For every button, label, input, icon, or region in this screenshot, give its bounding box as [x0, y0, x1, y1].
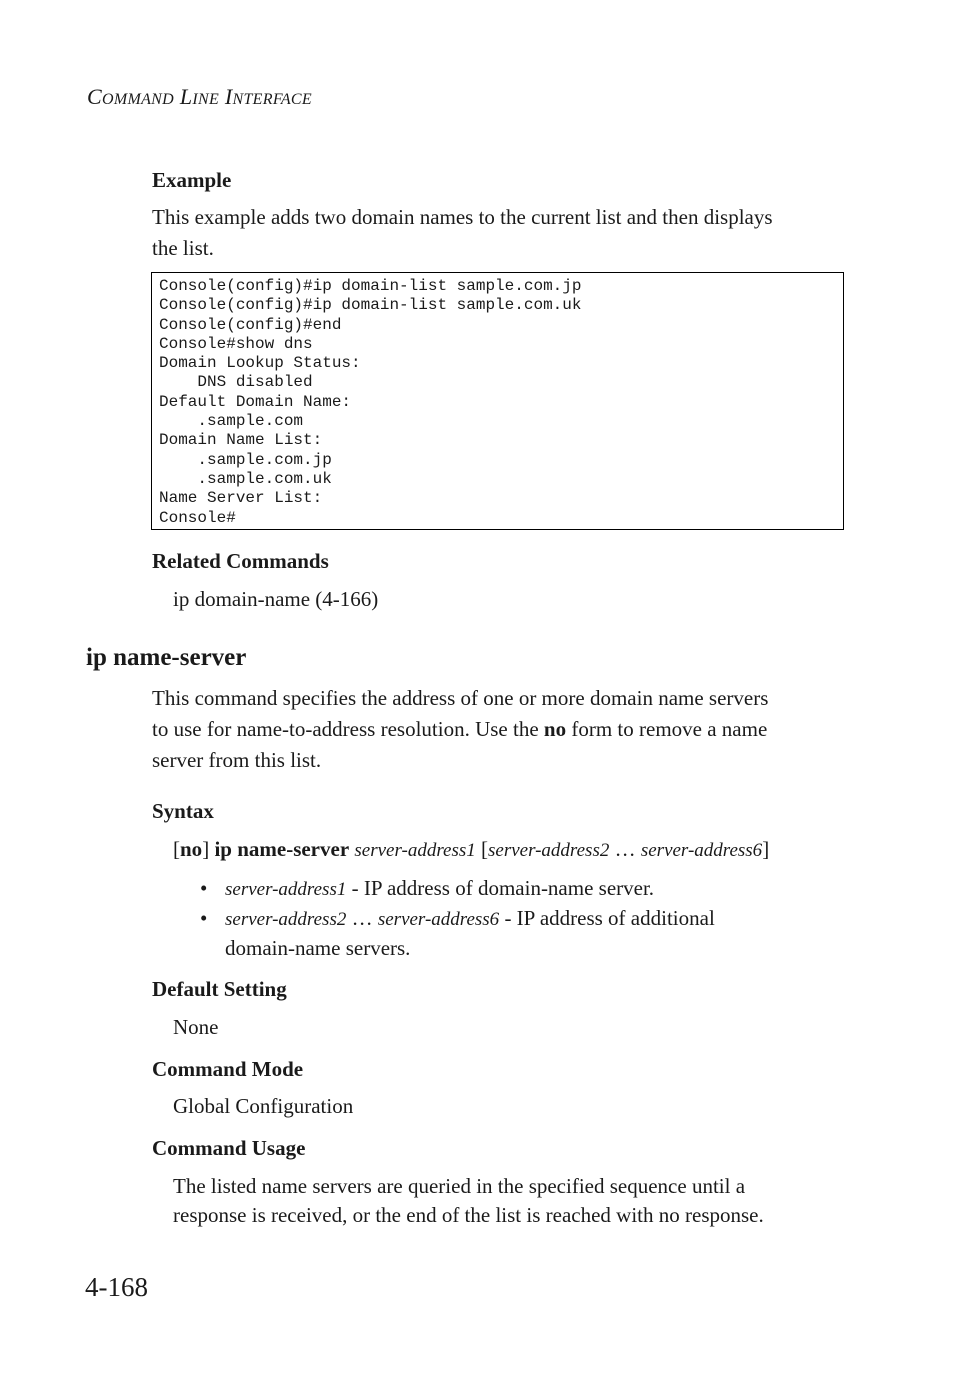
- page-number: 4-168: [85, 1272, 148, 1302]
- syntax-parameter-list: [200, 874, 820, 963]
- code-example: [151, 272, 844, 530]
- related-commands-heading: Related Commands: [152, 549, 329, 573]
- command-description: This command specifies the address of one or more domain name servers to use for name-to-address resolution. Use the no form to remove a name server from this list.: [152, 686, 769, 772]
- related-command-item: ip domain-name (4-166): [173, 587, 379, 611]
- list-item: • server-address1 - IP address of domain-name server.: [200, 874, 820, 904]
- command-usage-heading: Command Usage: [152, 1136, 306, 1160]
- code-text: Console(config)#ip domain-list sample.com.jp Console(config)#ip domain-list sample.com.uk Console(config)#end Console#show dns Domain Lookup Status: DNS disabled Default Domain Name: .sample.com Domain Name List: .sample.com.jp .sample.com.uk Name Server List: Console#: [159, 277, 582, 527]
- default-setting-value: None: [173, 1015, 219, 1039]
- command-mode-heading: Command Mode: [152, 1057, 304, 1081]
- running-header: COMMAND LINE INTERFACE: [87, 84, 312, 109]
- command-usage-text: The listed name servers are queried in the specified sequence until a response is received, or the end of the list is reached with no response.: [173, 1174, 764, 1227]
- list-item: • server-address2 … server-address6 - IP address of additional domain-name servers.: [200, 906, 715, 960]
- command-title: ip name-server: [86, 644, 247, 671]
- example-intro: This example adds two domain names to the current list and then displays the list.: [152, 205, 773, 260]
- syntax-heading: Syntax: [152, 799, 214, 823]
- example-heading: Example: [152, 168, 232, 192]
- command-mode-value: Global Configuration: [173, 1094, 354, 1118]
- default-setting-heading: Default Setting: [152, 977, 287, 1001]
- bullet-icon: •: [200, 876, 208, 900]
- syntax-line: [no] ip name-server server-address1 [server-address2 … server-address6]: [173, 837, 770, 861]
- bullet-icon: •: [200, 906, 208, 930]
